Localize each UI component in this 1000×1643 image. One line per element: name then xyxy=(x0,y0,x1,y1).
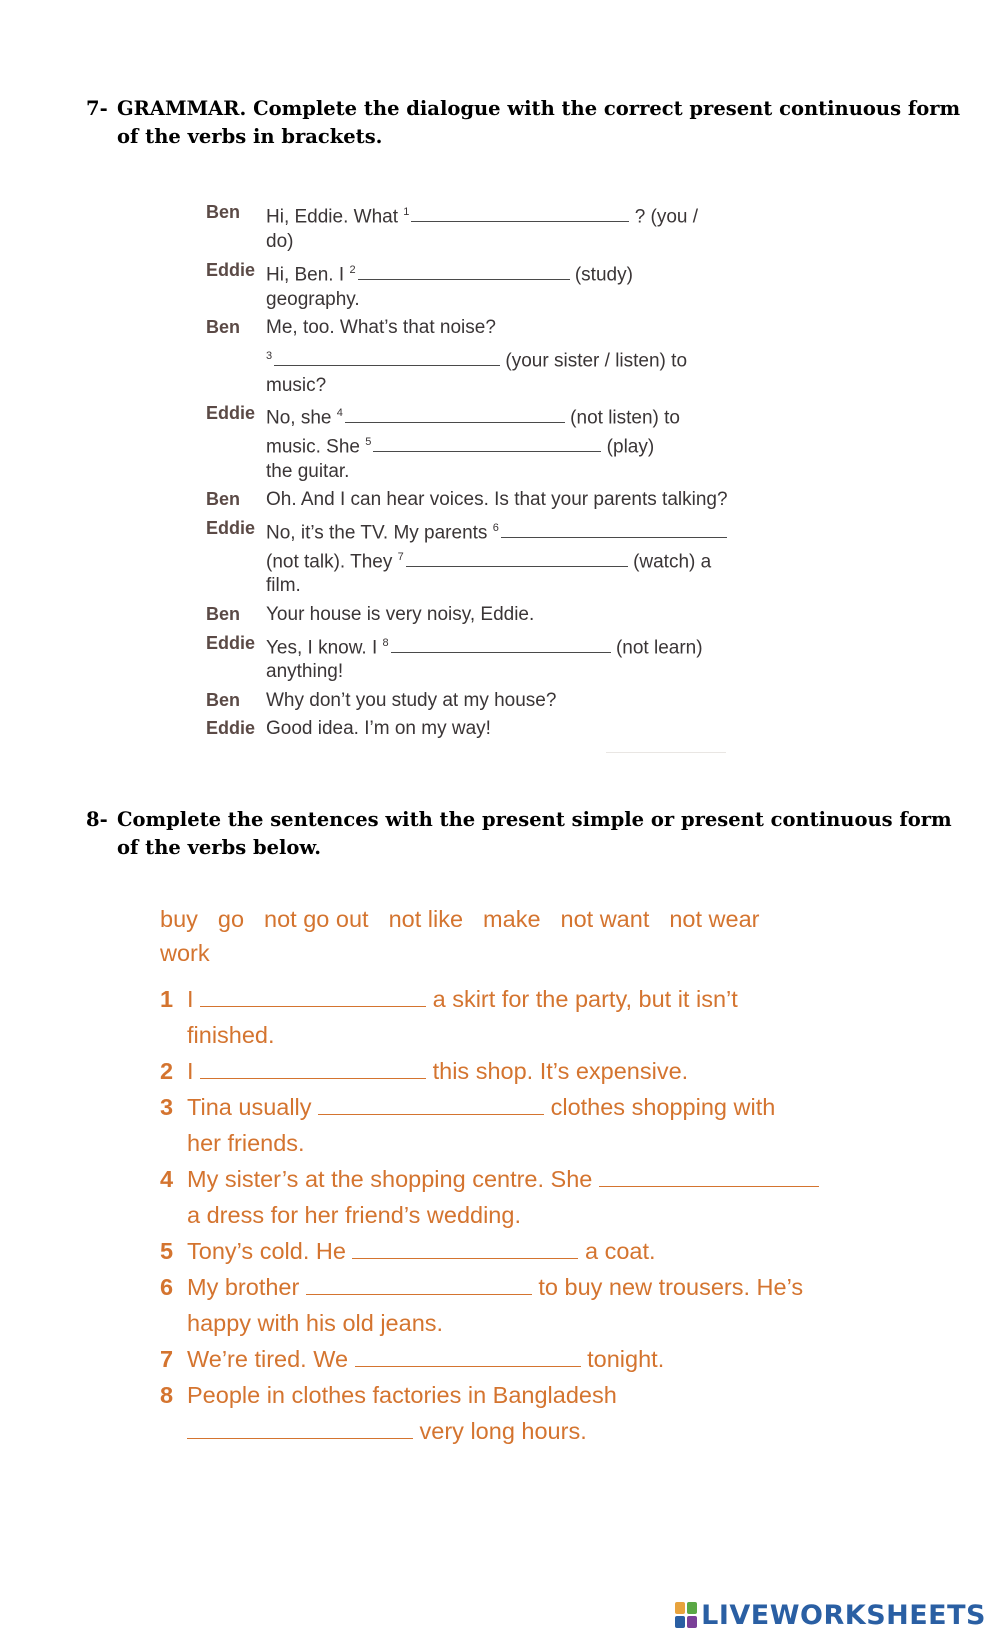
word-bank-item: work xyxy=(160,940,210,966)
answer-blank-5[interactable] xyxy=(373,432,601,452)
answer-blank-s1[interactable] xyxy=(200,982,426,1007)
word-bank-item: buy xyxy=(160,906,198,932)
word-bank xyxy=(160,902,820,970)
word-bank-item: not go out xyxy=(264,906,369,932)
word-bank-item: not like xyxy=(388,906,464,932)
speaker: Eddie xyxy=(206,260,256,280)
sentence-text: very long hours. xyxy=(419,1418,587,1444)
sentence-text: My brother xyxy=(187,1274,300,1300)
answer-blank-7[interactable] xyxy=(406,547,628,567)
sentence-text: I xyxy=(187,1058,194,1084)
speaker: Ben xyxy=(206,604,241,624)
line-hint: (study) xyxy=(574,264,633,286)
line-text: Oh. And I can hear voices. Is that your parents talking? xyxy=(266,489,728,510)
line-text: Hi, Eddie. What xyxy=(266,206,398,228)
line-hint: ? (you / xyxy=(634,206,699,228)
sentence-number: 6 xyxy=(160,1274,174,1300)
answer-blank-s5[interactable] xyxy=(352,1234,578,1259)
answer-blank-s4[interactable] xyxy=(599,1162,819,1187)
sentence-number: 1 xyxy=(160,986,174,1012)
sentence-text: We’re tired. We xyxy=(187,1346,349,1372)
gap-number: 3 xyxy=(266,350,273,362)
logo-text: LIVEWORKSHEETS xyxy=(701,1599,986,1631)
sentence-text: a coat. xyxy=(585,1238,656,1264)
divider xyxy=(606,752,726,753)
exercise-7-heading xyxy=(86,95,966,151)
sentence-text: I xyxy=(187,986,194,1012)
sentence-text: tonight. xyxy=(587,1346,665,1372)
line-text: No, it’s the TV. My parents xyxy=(266,522,488,544)
speaker: Ben xyxy=(206,202,241,222)
sentence-number: 8 xyxy=(160,1382,174,1408)
gap-number: 7 xyxy=(397,551,404,563)
line-text: Me, too. What’s that noise? xyxy=(266,317,496,338)
sentence-text: finished. xyxy=(187,1022,275,1048)
sentence-text: Tony’s cold. He xyxy=(187,1238,346,1264)
gap-number: 8 xyxy=(382,637,389,649)
line-text: music? xyxy=(266,375,327,396)
line-text: (not talk). They xyxy=(266,551,393,573)
answer-blank-4[interactable] xyxy=(345,403,565,423)
gap-number: 1 xyxy=(403,206,410,218)
sentence-number: 2 xyxy=(160,1058,174,1084)
sentence-text: this shop. It’s expensive. xyxy=(432,1058,689,1084)
answer-blank-6[interactable] xyxy=(501,518,727,538)
sentence-text: a dress for her friend’s wedding. xyxy=(187,1202,521,1228)
line-hint: (not listen) to xyxy=(570,407,680,429)
speaker: Eddie xyxy=(206,403,256,423)
exercise-instructions: GRAMMAR. Complete the dialogue with the correct present continuous form of the verbs in brackets. xyxy=(117,97,961,148)
line-hint: (watch) a xyxy=(633,551,712,573)
sentence-number: 7 xyxy=(160,1346,174,1372)
line-text: geography. xyxy=(266,289,360,310)
sentence-number: 4 xyxy=(160,1166,174,1192)
answer-blank-s3[interactable] xyxy=(318,1090,544,1115)
word-bank-item: not want xyxy=(560,906,650,932)
logo-icon xyxy=(675,1602,697,1628)
word-bank-item: not wear xyxy=(669,906,760,932)
answer-blank-s2[interactable] xyxy=(200,1054,426,1079)
gap-number: 2 xyxy=(349,264,356,276)
sentence-text: clothes shopping with xyxy=(550,1094,776,1120)
exercise-number: 7- xyxy=(86,97,108,120)
word-bank-item: go xyxy=(217,906,245,932)
exercise-number: 8- xyxy=(86,808,108,831)
line-text: music. She xyxy=(266,436,360,458)
sentence-text: Tina usually xyxy=(187,1094,312,1120)
line-text: film. xyxy=(266,575,301,596)
sentence-text: her friends. xyxy=(187,1130,305,1156)
sentence-text: to buy new trousers. He’s xyxy=(538,1274,804,1300)
line-hint: (not learn) xyxy=(615,637,703,659)
sentence-number: 5 xyxy=(160,1238,174,1264)
line-text: Good idea. I’m on my way! xyxy=(266,718,491,739)
sentence-text: a skirt for the party, but it isn’t xyxy=(432,986,738,1012)
word-bank-item: make xyxy=(483,906,541,932)
gap-number: 5 xyxy=(365,436,372,448)
line-hint: (play) xyxy=(606,436,655,458)
exercise-8-heading xyxy=(86,806,966,862)
gap-number: 4 xyxy=(336,407,343,419)
answer-blank-s8[interactable] xyxy=(187,1414,413,1439)
line-text: the guitar. xyxy=(266,461,350,482)
answer-blank-3[interactable] xyxy=(274,346,500,366)
speaker: Ben xyxy=(206,489,241,509)
sentence-text: People in clothes factories in Bangladesh xyxy=(187,1382,617,1408)
line-text: do) xyxy=(266,231,294,252)
speaker: Ben xyxy=(206,690,241,710)
exercise-instructions: Complete the sentences with the present simple or present continuous form of the verbs below. xyxy=(117,808,952,859)
answer-blank-2[interactable] xyxy=(358,260,570,280)
line-text: Hi, Ben. I xyxy=(266,264,345,286)
line-text: Yes, I know. I xyxy=(266,637,378,659)
line-text: No, she xyxy=(266,407,332,429)
answer-blank-s7[interactable] xyxy=(355,1342,581,1367)
speaker: Ben xyxy=(206,317,241,337)
speaker: Eddie xyxy=(206,718,256,738)
line-text: anything! xyxy=(266,661,344,682)
sentence-number: 3 xyxy=(160,1094,174,1120)
sentence-text: happy with his old jeans. xyxy=(187,1310,444,1336)
speaker: Eddie xyxy=(206,633,256,653)
line-hint: (your sister / listen) to xyxy=(505,350,688,372)
speaker: Eddie xyxy=(206,518,256,538)
line-text: Your house is very noisy, Eddie. xyxy=(266,604,535,625)
line-text: Why don’t you study at my house? xyxy=(266,690,557,711)
liveworksheets-logo xyxy=(675,1597,986,1633)
answer-blank-1[interactable] xyxy=(411,202,629,222)
answer-blank-8[interactable] xyxy=(391,633,611,653)
answer-blank-s6[interactable] xyxy=(306,1270,532,1295)
sentence-text: My sister’s at the shopping centre. She xyxy=(187,1166,593,1192)
gap-number: 6 xyxy=(492,522,499,534)
